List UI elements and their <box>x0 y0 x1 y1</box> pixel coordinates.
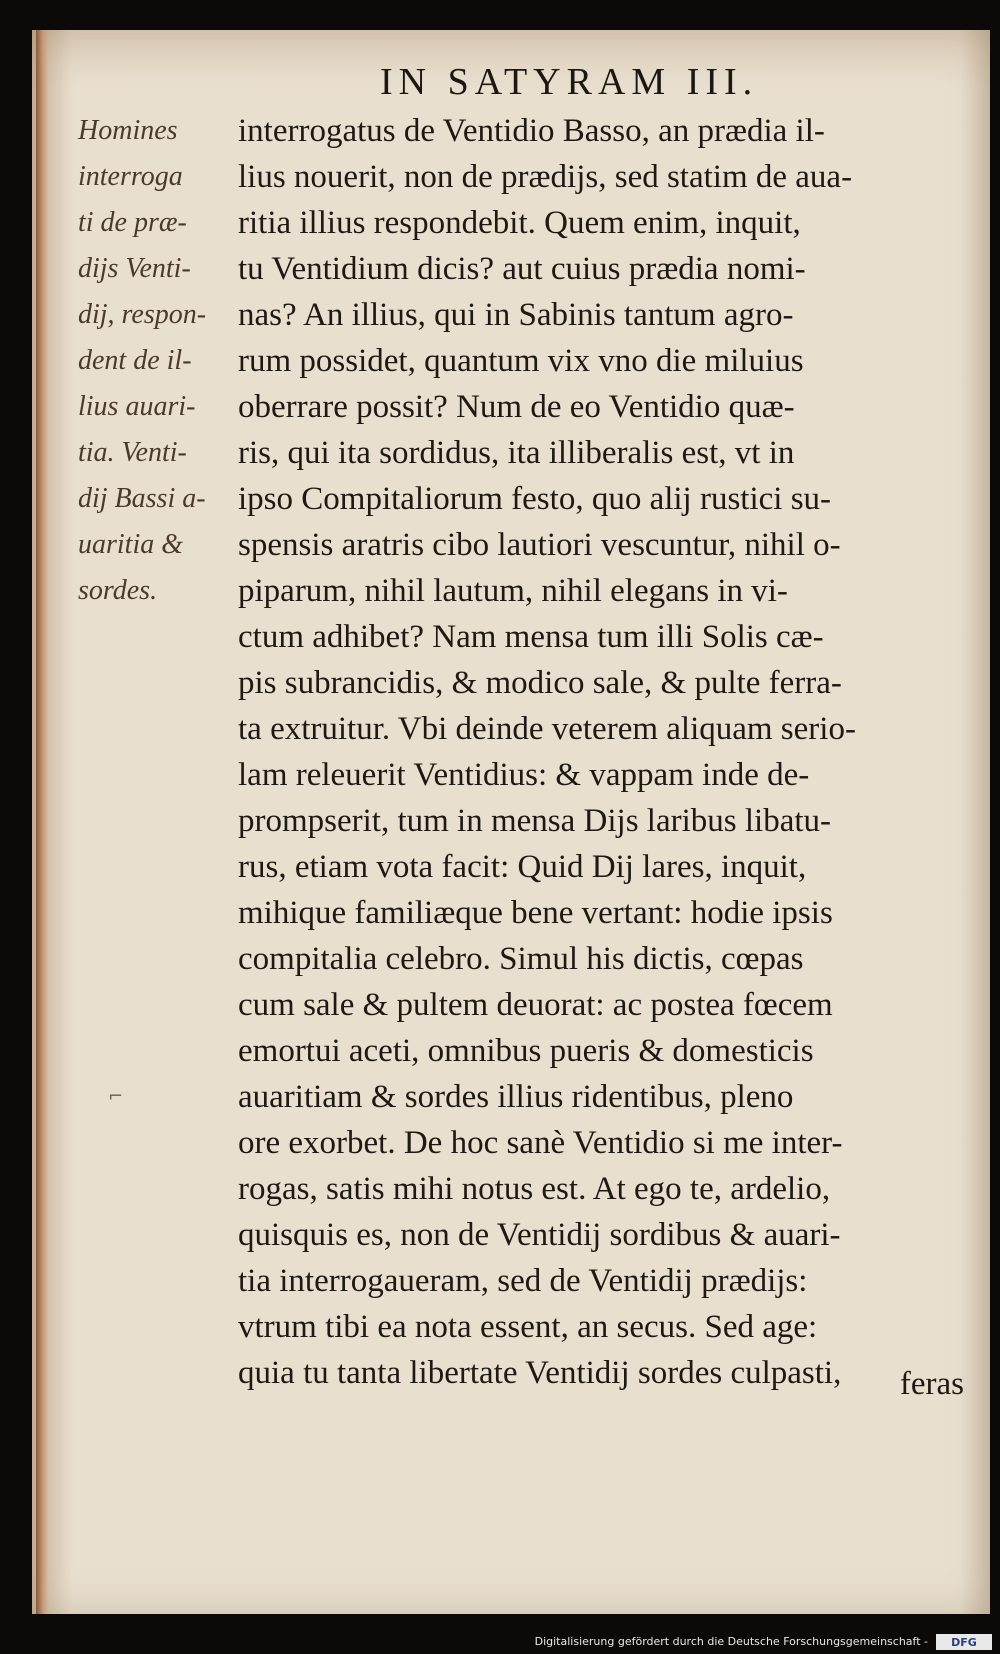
catchword: feras <box>899 1366 964 1402</box>
margin-ink-mark: ⌐ <box>108 1086 124 1107</box>
text-line: emortui aceti, omnibus pueris & domesticis <box>238 1033 814 1069</box>
text-line: piparum, nihil lautum, nihil elegans in vi- <box>238 573 788 609</box>
marginal-note-line: interroga <box>78 161 183 192</box>
text-line: tu Ventidium dicis? aut cuius prædia nomi- <box>238 251 806 287</box>
marginal-note-line: tia. Venti- <box>78 437 187 468</box>
marginal-note-line: sordes. <box>78 575 158 606</box>
text-line: tia interrogaueram, sed de Ventidij prædijs: <box>238 1263 808 1299</box>
text-line: pis subrancidis, & modico sale, & pulte ferra- <box>238 665 842 701</box>
running-head: IN SATYRAM III. <box>380 61 759 103</box>
text-line: quisquis es, non de Ventidij sordibus & auari- <box>238 1217 841 1253</box>
text-line: lam releuerit Ventidius: & vappam inde de- <box>238 757 810 793</box>
body-text <box>238 108 978 1396</box>
text-line: rus, etiam vota facit: Quid Dij lares, inquit, <box>238 849 807 885</box>
text-line: mihique familiæque bene vertant: hodie ipsis <box>238 895 833 931</box>
marginal-note-line: ti de præ- <box>78 207 187 238</box>
text-line: ipso Compitaliorum festo, quo alij rustici su- <box>238 481 832 517</box>
text-line: ctum adhibet? Nam mensa tum illi Solis cæ- <box>238 619 824 655</box>
text-line: cum sale & pultem deuorat: ac postea fœcem <box>238 987 833 1023</box>
marginal-note <box>78 108 238 614</box>
text-line: compitalia celebro. Simul his dictis, cœpas <box>238 941 804 977</box>
marginal-note-line: dent de il- <box>78 345 192 376</box>
text-line: oberrare possit? Num de eo Ventidio quæ- <box>238 389 795 425</box>
text-line: auaritiam & sordes illius ridentibus, pleno <box>238 1079 794 1115</box>
digitization-credit: Digitalisierung gefördert durch die Deutsche Forschungsgemeinschaft - <box>534 1635 928 1648</box>
text-line: prompserit, tum in mensa Dijs laribus libatu- <box>238 803 832 839</box>
dfg-logo: DFG <box>936 1634 992 1650</box>
text-line: vtrum tibi ea nota essent, an secus. Sed age: <box>238 1309 818 1345</box>
text-line: lius nouerit, non de prædijs, sed statim de aua- <box>238 159 853 195</box>
text-line: nas? An illius, qui in Sabinis tantum agro- <box>238 297 794 333</box>
text-line: ta extruitur. Vbi deinde veterem aliquam serio- <box>238 711 856 747</box>
page-binding-edge <box>36 30 48 1614</box>
marginal-note-line: dij, respon- <box>78 299 207 330</box>
text-line: interrogatus de Ventidio Basso, an prædia il- <box>238 113 825 149</box>
text-line: ris, qui ita sordidus, ita illiberalis est, vt in <box>238 435 795 471</box>
text-line: rum possidet, quantum vix vno die miluius <box>238 343 804 379</box>
marginal-note-line: uaritia & <box>78 529 184 560</box>
text-line: ritia illius respondebit. Quem enim, inquit, <box>238 205 801 241</box>
marginal-note-line: dij Bassi a- <box>78 483 206 514</box>
text-line: ore exorbet. De hoc sanè Ventidio si me inter- <box>238 1125 843 1161</box>
marginal-note-line: dijs Venti- <box>78 253 191 284</box>
marginal-note-line: Homines <box>78 115 178 146</box>
text-line: quia tu tanta libertate Ventidij sordes culpasti, <box>238 1355 842 1391</box>
marginal-note-line: lius auari- <box>78 391 196 422</box>
text-line: rogas, satis mihi notus est. At ego te, ardelio, <box>238 1171 831 1207</box>
text-line: spensis aratris cibo lautiori vescuntur, nihil o- <box>238 527 841 563</box>
